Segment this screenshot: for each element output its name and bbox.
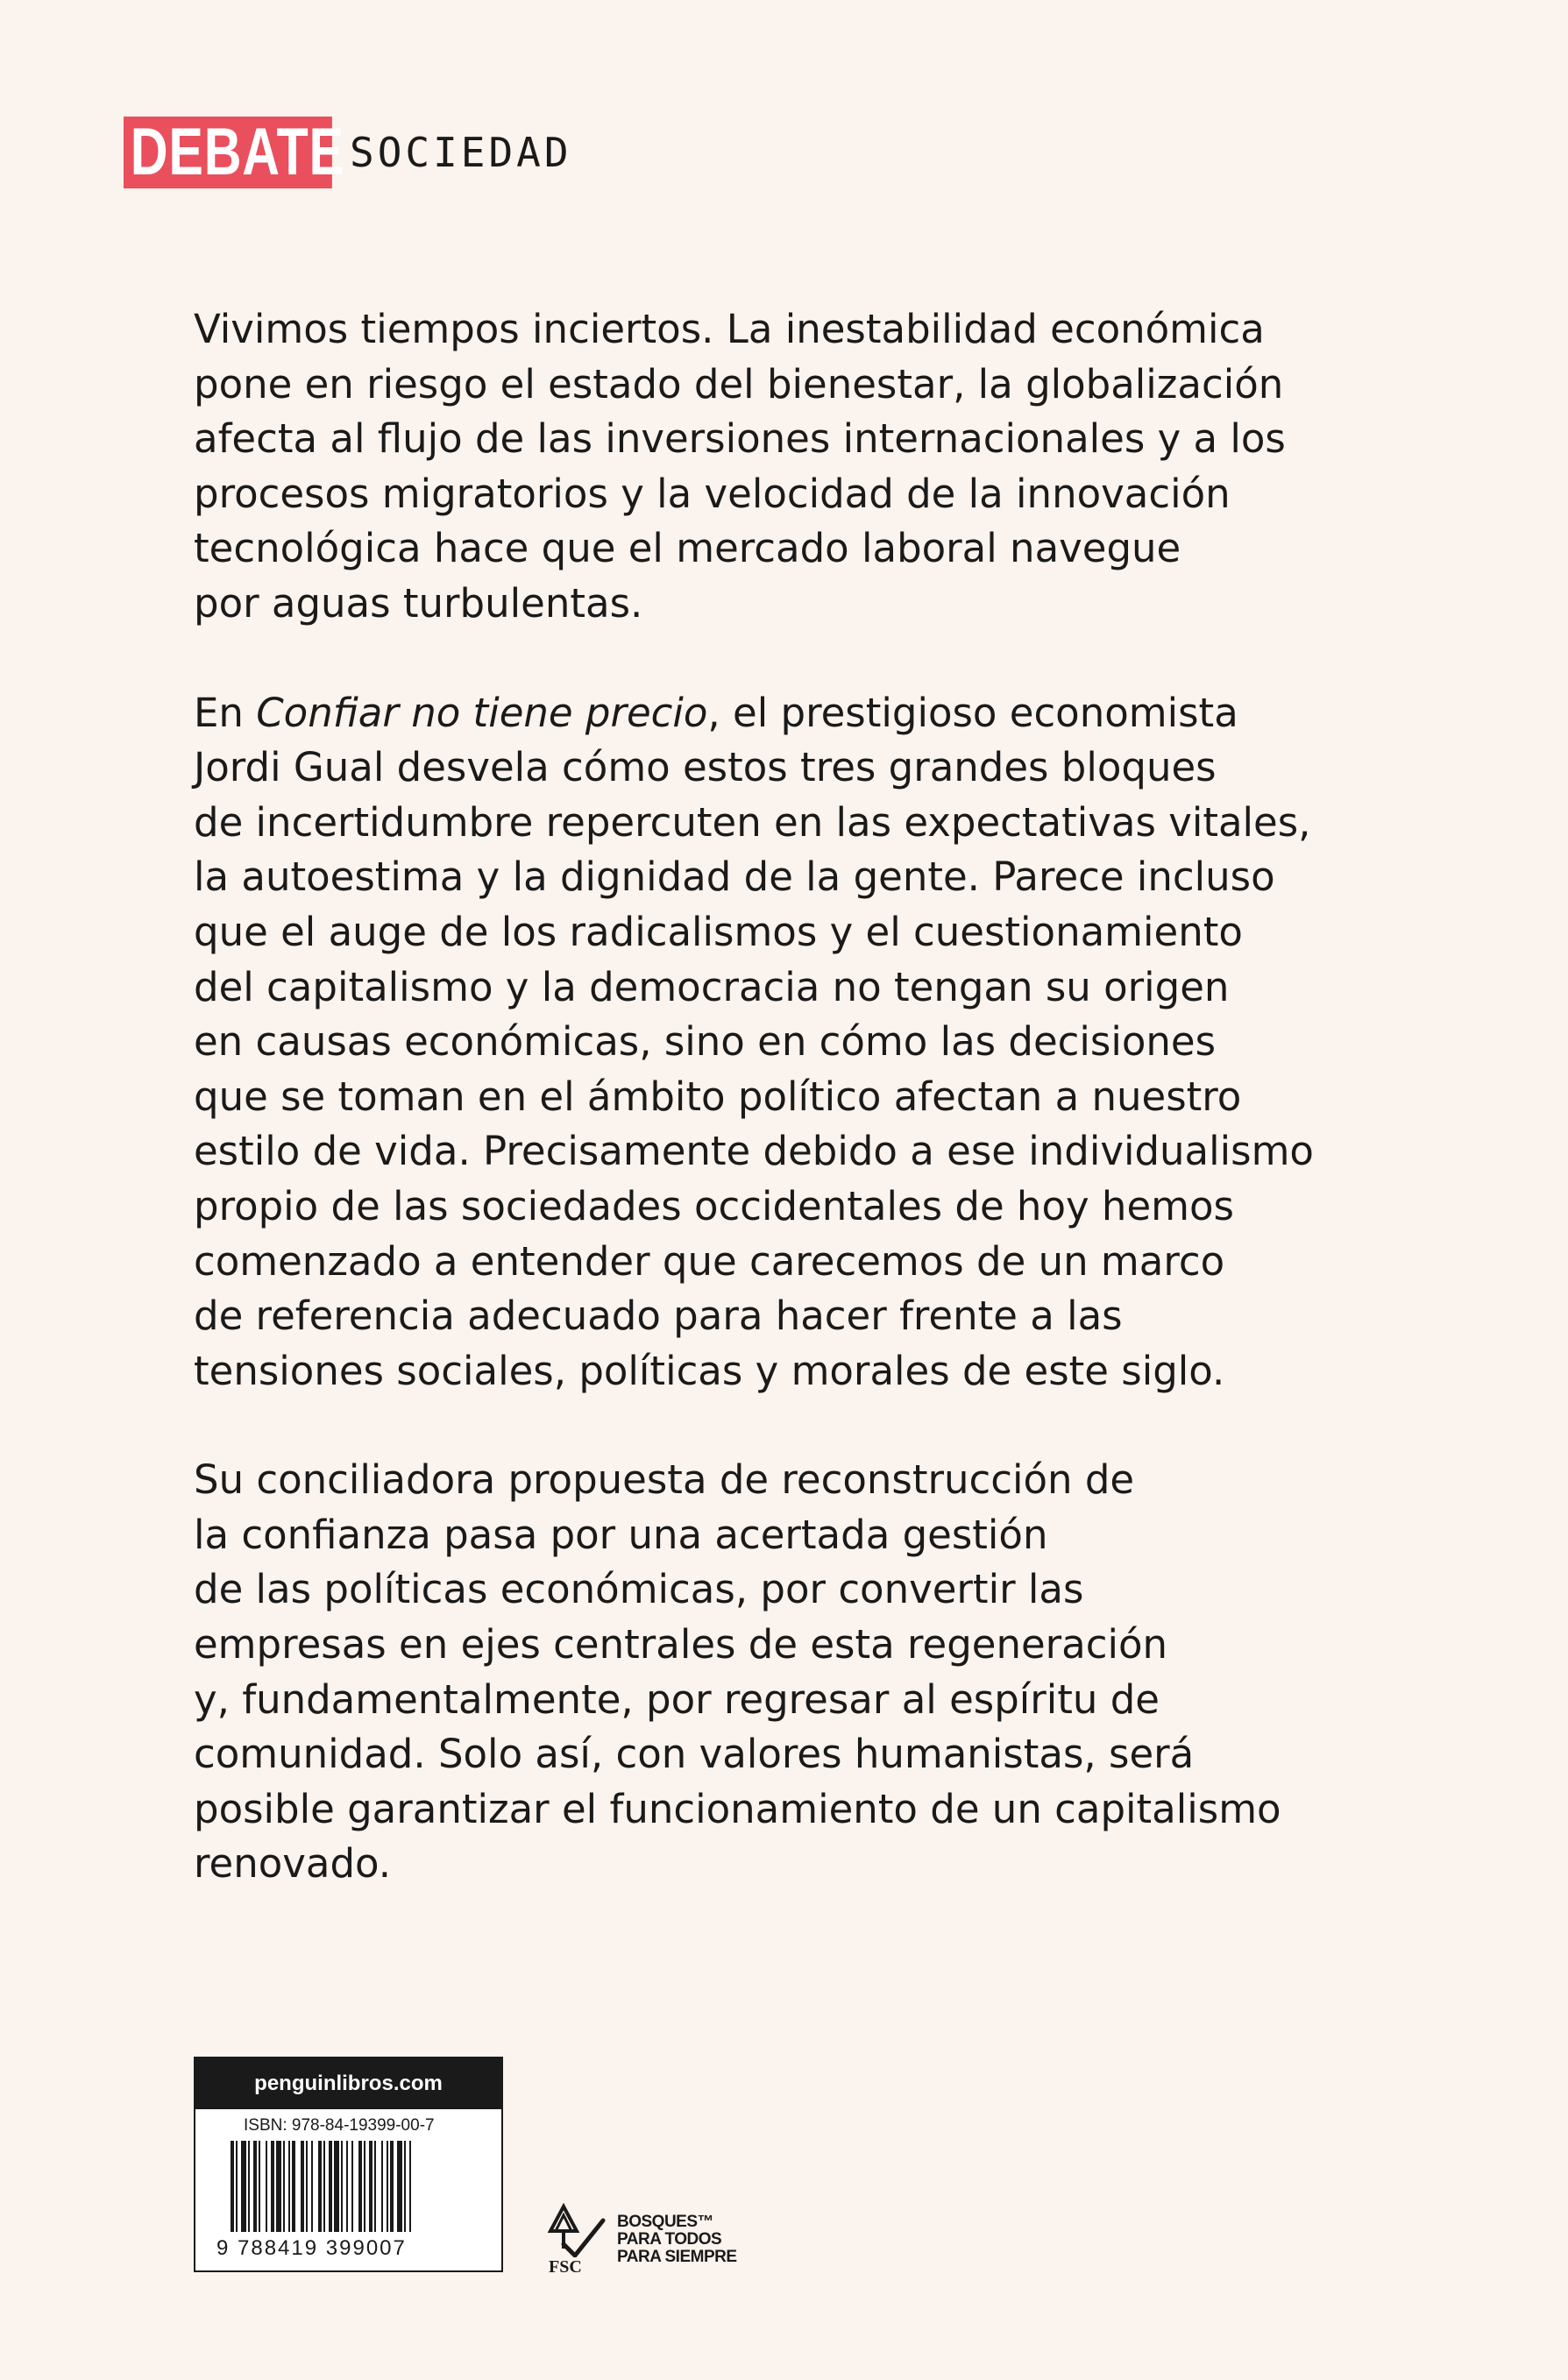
blurb-line: posible garantizar el funcionamiento de un capitalismo — [194, 1785, 1281, 1832]
blurb-line: Jordi Gual desvela cómo estos tres grandes bloques — [194, 744, 1217, 791]
blurb-line: empresas en ejes centrales de esta regeneración — [194, 1621, 1168, 1668]
blurb-line: estilo de vida. Precisamente debido a ese individualismo — [194, 1128, 1314, 1175]
fsc-tagline — [617, 2214, 737, 2266]
barcode-digits: 9 788419 399007 — [216, 2236, 407, 2260]
blurb-line: de las políticas económicas, por convertir las — [194, 1566, 1084, 1613]
blurb-line: afecta al flujo de las inversiones internacionales y a los — [194, 415, 1286, 463]
fsc-tagline-line: PARA TODOS — [617, 2230, 722, 2249]
barcode-icon — [231, 2141, 476, 2237]
blurb-line: de referencia adecuado para hacer frente a las — [194, 1293, 1123, 1340]
blurb-line: Vivimos tiempos inciertos. La inestabilidad económica — [194, 306, 1265, 352]
blurb-text: En — [194, 689, 257, 736]
blurb-text: , el prestigioso economista — [707, 689, 1238, 736]
blurb-line — [194, 686, 1394, 741]
blurb-line: pone en riesgo el estado del bienestar, la globalización — [194, 360, 1284, 407]
collection-label: SOCIEDAD — [350, 129, 572, 176]
fsc-tagline-line: PARA SIEMPRE — [617, 2248, 737, 2266]
blurb-line: la confianza pasa por una acertada gestión — [194, 1511, 1048, 1558]
blurb-line: propio de las sociedades occidentales de hoy hemos — [194, 1182, 1234, 1229]
blurb-line: por aguas turbulentas. — [194, 579, 643, 627]
blurb-line: tecnológica hace que el mercado laboral navegue — [194, 525, 1181, 572]
isbn-number: ISBN: 978-84-19399-00-7 — [244, 2116, 435, 2135]
blurb-line: comunidad. Solo así, con valores humanistas, será — [194, 1731, 1195, 1778]
isbn-barcode-block — [194, 2057, 503, 2272]
fsc-logo — [542, 2196, 737, 2277]
tree-check-icon — [542, 2196, 607, 2257]
blurb-paragraph-3 — [194, 1453, 1394, 1892]
blurb-line: que se toman en el ámbito político afectan a nuestro — [194, 1073, 1242, 1120]
blurb-paragraph-1 — [194, 302, 1394, 632]
publisher-header — [124, 115, 572, 189]
blurb-line: renovado. — [194, 1840, 392, 1888]
blurb-line: comenzado a entender que carecemos de un marco — [194, 1237, 1225, 1285]
book-title: Confiar no tiene precio — [256, 689, 708, 736]
blurb-line: tensiones sociales, políticas y morales de este siglo. — [194, 1347, 1225, 1394]
blurb-line: del capitalismo y la democracia no tengan su origen — [194, 963, 1230, 1010]
blurb-line: en causas económicas, sino en cómo las decisiones — [194, 1018, 1217, 1066]
blurb-paragraph-2 — [194, 686, 1394, 1399]
publisher-website: penguinlibros.com — [195, 2058, 501, 2109]
blurb-line: procesos migratorios y la velocidad de la innovación — [194, 470, 1231, 517]
publisher-logo: DEBATE — [124, 117, 332, 188]
blurb-line: que el auge de los radicalismos y el cuestionamiento — [194, 908, 1243, 955]
blurb-line: la autoestima y la dignidad de la gente. Parece incluso — [194, 854, 1275, 901]
fsc-tagline-line: BOSQUES™ — [617, 2213, 714, 2231]
blurb-line: Su conciliadora propuesta de reconstrucción de — [194, 1456, 1135, 1504]
fsc-label: FSC — [549, 2257, 582, 2277]
blurb-line: de incertidumbre repercuten en las expectativas vitales, — [194, 798, 1311, 846]
blurb-line: y, fundamentalmente, por regresar al espíritu de — [194, 1675, 1160, 1723]
back-cover-blurb — [194, 302, 1394, 1946]
